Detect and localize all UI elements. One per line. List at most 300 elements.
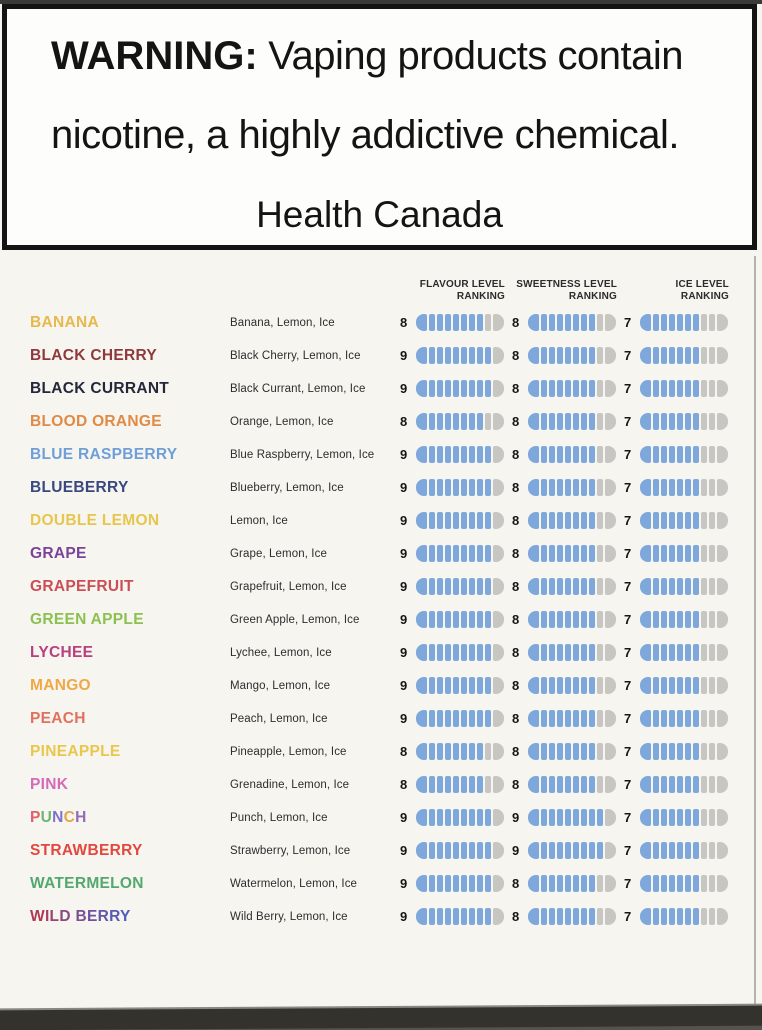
column-header-flavour	[400, 279, 505, 303]
bar-segment-empty	[701, 512, 707, 529]
rating-value: 8	[512, 546, 520, 561]
bar-segment-empty	[717, 314, 728, 331]
flavor-description: Pineapple, Lemon, Ice	[230, 745, 347, 758]
bar-segment-filled	[416, 314, 427, 331]
bar-segment-empty	[597, 875, 603, 892]
rating-value: 9	[400, 348, 408, 363]
rating-value: 7	[624, 315, 632, 330]
bar-segment-filled	[589, 644, 595, 661]
bar-segment-filled	[549, 644, 555, 661]
column-header-line2: RANKING	[568, 291, 617, 302]
bar-segment-filled	[445, 512, 451, 529]
flavour-rating	[400, 611, 505, 628]
bar-segment-empty	[709, 809, 715, 826]
bar-segment-filled	[573, 314, 579, 331]
bar-segment-filled	[557, 479, 563, 496]
bar-segment-empty	[717, 908, 728, 925]
bar-segment-filled	[416, 677, 427, 694]
bar-segment-empty	[701, 446, 707, 463]
bar-segment-empty	[709, 743, 715, 760]
bar-segment-filled	[541, 380, 547, 397]
bar-segment-filled	[461, 809, 467, 826]
bar-segment-filled	[445, 611, 451, 628]
bar-segment-filled	[640, 413, 651, 430]
rating-bar	[640, 479, 729, 496]
bar-segment-empty	[597, 479, 603, 496]
bar-segment-filled	[437, 743, 443, 760]
bar-segment-filled	[661, 908, 667, 925]
ice-rating	[624, 644, 729, 661]
bar-segment-filled	[669, 776, 675, 793]
bar-segment-filled	[677, 380, 683, 397]
bar-segment-empty	[701, 545, 707, 562]
bar-segment-filled	[640, 512, 651, 529]
bar-segment-filled	[477, 413, 483, 430]
bar-segment-filled	[416, 743, 427, 760]
sweetness-rating	[512, 545, 617, 562]
bar-segment-empty	[701, 743, 707, 760]
bar-segment-filled	[661, 809, 667, 826]
bar-segment-filled	[453, 479, 459, 496]
bar-segment-filled	[416, 446, 427, 463]
bar-segment-empty	[717, 677, 728, 694]
ice-rating	[624, 611, 729, 628]
bar-segment-filled	[640, 446, 651, 463]
bar-segment-filled	[565, 776, 571, 793]
bar-segment-filled	[669, 578, 675, 595]
bar-segment-filled	[581, 611, 587, 628]
bar-segment-filled	[485, 545, 491, 562]
bar-segment-filled	[669, 842, 675, 859]
bar-segment-empty	[597, 644, 603, 661]
bar-segment-filled	[565, 545, 571, 562]
rating-value: 9	[400, 579, 408, 594]
bar-segment-filled	[437, 413, 443, 430]
bar-segment-filled	[685, 809, 691, 826]
bar-segment-filled	[677, 314, 683, 331]
flavour-rating	[400, 743, 505, 760]
bar-segment-empty	[485, 314, 491, 331]
bar-segment-filled	[589, 875, 595, 892]
flavor-name: PEACH	[30, 709, 86, 727]
flavor-name-letter: C	[63, 808, 76, 826]
bar-segment-empty	[493, 908, 504, 925]
ice-rating	[624, 743, 729, 760]
ice-rating	[624, 710, 729, 727]
bar-segment-filled	[445, 743, 451, 760]
bar-segment-filled	[477, 743, 483, 760]
bar-segment-empty	[701, 479, 707, 496]
flavor-description: Wild Berry, Lemon, Ice	[230, 910, 348, 923]
bar-segment-empty	[717, 809, 728, 826]
bar-segment-filled	[693, 743, 699, 760]
bar-segment-filled	[429, 743, 435, 760]
bar-segment-filled	[661, 875, 667, 892]
rating-bar	[640, 710, 729, 727]
bar-segment-filled	[453, 347, 459, 364]
bar-segment-filled	[477, 644, 483, 661]
bar-segment-filled	[453, 743, 459, 760]
bar-segment-empty	[597, 578, 603, 595]
rating-bar	[416, 446, 505, 463]
bar-segment-filled	[677, 446, 683, 463]
bar-segment-empty	[605, 347, 616, 364]
bar-segment-filled	[693, 776, 699, 793]
rating-value: 7	[624, 777, 632, 792]
table-row	[0, 702, 762, 735]
bar-segment-filled	[541, 314, 547, 331]
bar-segment-filled	[416, 413, 427, 430]
flavor-name: BLUEBERRY	[30, 478, 129, 496]
bar-segment-filled	[685, 743, 691, 760]
rating-value: 8	[512, 711, 520, 726]
rating-bar	[416, 314, 505, 331]
bar-segment-empty	[597, 908, 603, 925]
bar-segment-empty	[709, 446, 715, 463]
bar-segment-filled	[461, 545, 467, 562]
flavour-rating	[400, 314, 505, 331]
bar-segment-filled	[640, 776, 651, 793]
bar-segment-filled	[429, 347, 435, 364]
bar-segment-filled	[477, 875, 483, 892]
bar-segment-empty	[701, 776, 707, 793]
rating-value: 8	[512, 579, 520, 594]
bar-segment-empty	[709, 875, 715, 892]
flavor-name-letter: E	[86, 907, 98, 925]
bar-segment-filled	[565, 644, 571, 661]
bar-segment-filled	[528, 446, 539, 463]
rating-value: 9	[512, 843, 520, 858]
bar-segment-filled	[445, 710, 451, 727]
bar-segment-filled	[581, 710, 587, 727]
flavor-name: PINEAPPLE	[30, 742, 121, 760]
ice-rating	[624, 677, 729, 694]
bar-segment-empty	[701, 380, 707, 397]
bar-segment-filled	[461, 413, 467, 430]
bar-segment-filled	[528, 908, 539, 925]
rating-value: 7	[624, 810, 632, 825]
bar-segment-filled	[437, 809, 443, 826]
rating-value: 7	[624, 678, 632, 693]
bar-segment-filled	[589, 809, 595, 826]
warning-signature: Health Canada	[256, 194, 503, 235]
bar-segment-empty	[605, 842, 616, 859]
rating-bar	[640, 578, 729, 595]
bar-segment-filled	[557, 743, 563, 760]
rating-bar	[528, 446, 617, 463]
bar-segment-empty	[597, 380, 603, 397]
bar-segment-empty	[605, 776, 616, 793]
table-row	[0, 801, 762, 834]
bar-segment-filled	[640, 743, 651, 760]
bar-segment-filled	[573, 611, 579, 628]
bar-segment-filled	[589, 611, 595, 628]
rating-bar	[416, 809, 505, 826]
bar-segment-filled	[653, 314, 659, 331]
bar-segment-filled	[437, 710, 443, 727]
rating-bar	[416, 842, 505, 859]
table-row	[0, 471, 762, 504]
bar-segment-filled	[541, 908, 547, 925]
bar-segment-empty	[605, 545, 616, 562]
rating-value: 8	[400, 414, 408, 429]
rating-value: 7	[624, 612, 632, 627]
bar-segment-filled	[453, 908, 459, 925]
bar-segment-filled	[581, 908, 587, 925]
bar-segment-empty	[717, 347, 728, 364]
bar-segment-empty	[493, 413, 504, 430]
bar-segment-filled	[677, 875, 683, 892]
rating-value: 8	[512, 480, 520, 495]
flavor-name: LYCHEE	[30, 643, 94, 661]
bar-segment-filled	[653, 380, 659, 397]
sweetness-rating	[512, 512, 617, 529]
flavor-name: BANANA	[30, 313, 99, 331]
bar-segment-filled	[669, 644, 675, 661]
warning-text	[51, 17, 708, 175]
rating-bar	[416, 347, 505, 364]
rating-bar	[416, 875, 505, 892]
bar-segment-empty	[493, 875, 504, 892]
bar-segment-filled	[661, 611, 667, 628]
ice-rating	[624, 314, 729, 331]
bar-segment-filled	[653, 875, 659, 892]
bar-segment-filled	[453, 776, 459, 793]
bar-segment-filled	[461, 743, 467, 760]
bar-segment-filled	[589, 578, 595, 595]
bar-segment-filled	[528, 842, 539, 859]
table-row	[0, 900, 762, 933]
bar-segment-filled	[581, 842, 587, 859]
bar-segment-filled	[453, 512, 459, 529]
bar-segment-filled	[541, 809, 547, 826]
rating-value: 8	[512, 678, 520, 693]
rating-bar	[528, 743, 617, 760]
bar-segment-empty	[597, 347, 603, 364]
bar-segment-filled	[685, 512, 691, 529]
bar-segment-filled	[469, 314, 475, 331]
bar-segment-filled	[445, 776, 451, 793]
bar-segment-filled	[541, 479, 547, 496]
flavor-name-letter: B	[75, 907, 87, 925]
rating-value: 9	[400, 612, 408, 627]
bar-segment-filled	[549, 677, 555, 694]
bar-segment-filled	[416, 710, 427, 727]
bar-segment-filled	[541, 512, 547, 529]
bar-segment-filled	[677, 776, 683, 793]
rating-value: 8	[512, 645, 520, 660]
bar-segment-filled	[565, 743, 571, 760]
bar-segment-filled	[416, 809, 427, 826]
bar-segment-filled	[581, 413, 587, 430]
table-row	[0, 504, 762, 537]
bar-segment-filled	[589, 380, 595, 397]
bar-segment-empty	[709, 314, 715, 331]
bar-segment-filled	[477, 710, 483, 727]
bar-segment-empty	[701, 875, 707, 892]
bar-segment-filled	[685, 842, 691, 859]
bar-segment-filled	[573, 842, 579, 859]
rating-value: 7	[624, 579, 632, 594]
bar-segment-filled	[693, 413, 699, 430]
bar-segment-filled	[437, 479, 443, 496]
rating-bar	[416, 776, 505, 793]
bar-segment-filled	[549, 710, 555, 727]
bar-segment-empty	[717, 380, 728, 397]
rating-bar	[416, 710, 505, 727]
bar-segment-empty	[709, 842, 715, 859]
bar-segment-filled	[485, 809, 491, 826]
bar-segment-empty	[493, 347, 504, 364]
bar-segment-filled	[589, 776, 595, 793]
bar-segment-filled	[528, 413, 539, 430]
bar-segment-filled	[565, 578, 571, 595]
bar-segment-empty	[709, 710, 715, 727]
bar-segment-filled	[549, 611, 555, 628]
bar-segment-filled	[461, 611, 467, 628]
bar-segment-filled	[453, 314, 459, 331]
flavor-description: Mango, Lemon, Ice	[230, 679, 331, 692]
table-row	[0, 405, 762, 438]
flavor-name-letter: I	[44, 907, 50, 925]
bar-segment-filled	[565, 842, 571, 859]
bar-segment-filled	[693, 677, 699, 694]
bar-segment-filled	[549, 347, 555, 364]
flavor-name: BLOOD ORANGE	[30, 412, 162, 430]
bar-segment-filled	[453, 842, 459, 859]
bar-segment-filled	[653, 809, 659, 826]
bar-segment-filled	[669, 479, 675, 496]
bar-segment-filled	[477, 512, 483, 529]
bar-segment-filled	[669, 710, 675, 727]
bar-segment-filled	[445, 545, 451, 562]
table-row	[0, 570, 762, 603]
bar-segment-filled	[453, 446, 459, 463]
bar-segment-filled	[429, 512, 435, 529]
rating-bar	[640, 677, 729, 694]
photo-bottom-edge	[0, 1006, 762, 1030]
flavor-name: DOUBLE LEMON	[30, 511, 160, 529]
bar-segment-filled	[469, 413, 475, 430]
bar-segment-filled	[557, 776, 563, 793]
bar-segment-filled	[453, 644, 459, 661]
bar-segment-filled	[416, 875, 427, 892]
bar-segment-filled	[429, 446, 435, 463]
bar-segment-filled	[453, 413, 459, 430]
bar-segment-filled	[685, 644, 691, 661]
rating-bar	[640, 446, 729, 463]
bar-segment-empty	[493, 611, 504, 628]
bar-segment-filled	[485, 380, 491, 397]
bar-segment-filled	[461, 446, 467, 463]
page-right-edge	[754, 256, 756, 1010]
bar-segment-filled	[541, 413, 547, 430]
bar-segment-filled	[429, 545, 435, 562]
bar-segment-empty	[597, 611, 603, 628]
bar-segment-filled	[669, 314, 675, 331]
rating-bar	[416, 908, 505, 925]
rating-value: 8	[512, 315, 520, 330]
bar-segment-filled	[677, 842, 683, 859]
bar-segment-filled	[640, 611, 651, 628]
bar-segment-filled	[445, 446, 451, 463]
bar-segment-filled	[469, 710, 475, 727]
rating-value: 9	[400, 810, 408, 825]
bar-segment-empty	[605, 446, 616, 463]
bar-segment-empty	[485, 776, 491, 793]
ice-rating	[624, 809, 729, 826]
sweetness-rating	[512, 479, 617, 496]
bar-segment-filled	[485, 578, 491, 595]
bar-segment-filled	[445, 875, 451, 892]
flavor-name-letter: W	[30, 907, 45, 925]
bar-segment-empty	[717, 776, 728, 793]
bar-segment-filled	[429, 875, 435, 892]
bar-segment-filled	[461, 875, 467, 892]
column-header-line2: RANKING	[680, 291, 729, 302]
bar-segment-filled	[528, 512, 539, 529]
bar-segment-filled	[565, 446, 571, 463]
bar-segment-filled	[461, 677, 467, 694]
flavour-rating	[400, 908, 505, 925]
bar-segment-filled	[445, 380, 451, 397]
bar-segment-filled	[661, 347, 667, 364]
flavor-name: STRAWBERRY	[30, 841, 143, 859]
bar-segment-filled	[549, 743, 555, 760]
bar-segment-filled	[685, 347, 691, 364]
bar-segment-empty	[493, 677, 504, 694]
bar-segment-filled	[573, 578, 579, 595]
rating-value: 7	[624, 414, 632, 429]
bar-segment-filled	[669, 545, 675, 562]
bar-segment-filled	[469, 380, 475, 397]
rating-value: 7	[624, 711, 632, 726]
rating-value: 7	[624, 447, 632, 462]
bar-segment-empty	[605, 578, 616, 595]
bar-segment-filled	[685, 446, 691, 463]
rating-value: 8	[400, 744, 408, 759]
rating-bar	[640, 380, 729, 397]
bar-segment-filled	[565, 677, 571, 694]
bar-segment-empty	[701, 413, 707, 430]
column-header-line1: SWEETNESS LEVEL	[516, 279, 617, 290]
bar-segment-filled	[528, 776, 539, 793]
bar-segment-filled	[573, 545, 579, 562]
bar-segment-filled	[653, 710, 659, 727]
bar-segment-filled	[416, 611, 427, 628]
bar-segment-filled	[653, 776, 659, 793]
bar-segment-filled	[573, 908, 579, 925]
bar-segment-filled	[573, 776, 579, 793]
bar-segment-filled	[573, 875, 579, 892]
bar-segment-filled	[445, 677, 451, 694]
flavor-description: Lemon, Ice	[230, 514, 288, 527]
bar-segment-filled	[453, 677, 459, 694]
rating-bar	[640, 413, 729, 430]
bar-segment-filled	[437, 611, 443, 628]
bar-segment-filled	[677, 677, 683, 694]
flavor-description: Grapefruit, Lemon, Ice	[230, 580, 347, 593]
bar-segment-filled	[485, 446, 491, 463]
rating-bar	[640, 776, 729, 793]
bar-segment-empty	[493, 314, 504, 331]
bar-segment-filled	[541, 677, 547, 694]
bar-segment-filled	[573, 743, 579, 760]
bar-segment-filled	[477, 677, 483, 694]
bar-segment-empty	[605, 908, 616, 925]
bar-segment-filled	[589, 908, 595, 925]
rating-value: 9	[400, 909, 408, 924]
